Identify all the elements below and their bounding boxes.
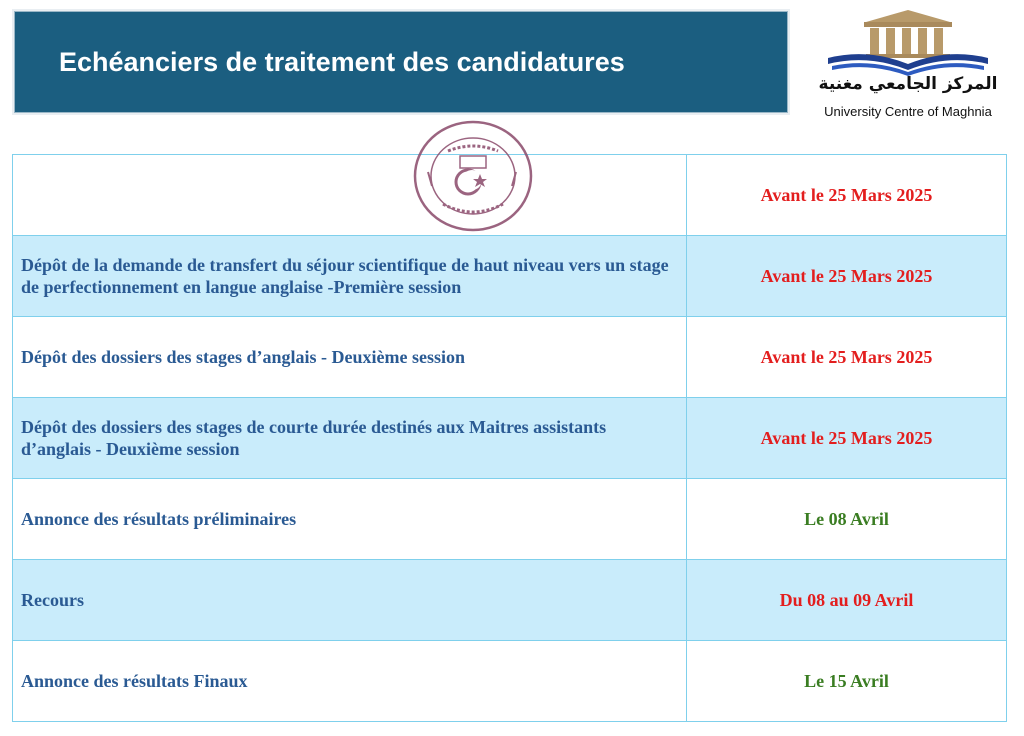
date-cell: Avant le 25 Mars 2025 <box>687 236 1007 317</box>
task-cell <box>13 155 687 236</box>
table-row <box>13 479 1007 560</box>
date-cell: Le 08 Avril <box>687 479 1007 560</box>
table-row <box>13 560 1007 641</box>
task-cell: Annonce des résultats Finaux <box>13 641 687 722</box>
table-row <box>13 641 1007 722</box>
table-row <box>13 317 1007 398</box>
logo-arabic-text: المركز الجامعي مغنية <box>818 74 998 94</box>
table-row <box>13 398 1007 479</box>
task-cell: Dépôt des dossiers des stages d’anglais - Deuxième session <box>13 317 687 398</box>
schedule-table <box>12 154 1007 722</box>
logo-english-text: University Centre of Maghnia <box>824 104 992 119</box>
task-cell: Recours <box>13 560 687 641</box>
page-title: Echéanciers de traitement des candidatures <box>59 46 625 77</box>
date-cell: Avant le 25 Mars 2025 <box>687 155 1007 236</box>
official-stamp-icon <box>408 116 538 236</box>
building-book-icon <box>808 8 1008 78</box>
date-cell: Avant le 25 Mars 2025 <box>687 317 1007 398</box>
task-cell: Dépôt des dossiers des stages de courte durée destinés aux Maitres assistants d’anglais - Deuxième session <box>13 398 687 479</box>
title-banner <box>15 12 787 112</box>
date-cell: Avant le 25 Mars 2025 <box>687 398 1007 479</box>
task-cell: Dépôt de la demande de transfert du séjour scientifique de haut niveau vers un stage de perfectionnement en langue anglaise -Première session <box>13 236 687 317</box>
date-cell: Le 15 Avril <box>687 641 1007 722</box>
university-logo <box>808 8 1008 126</box>
table-row <box>13 236 1007 317</box>
date-cell: Du 08 au 09 Avril <box>687 560 1007 641</box>
task-cell: Annonce des résultats préliminaires <box>13 479 687 560</box>
